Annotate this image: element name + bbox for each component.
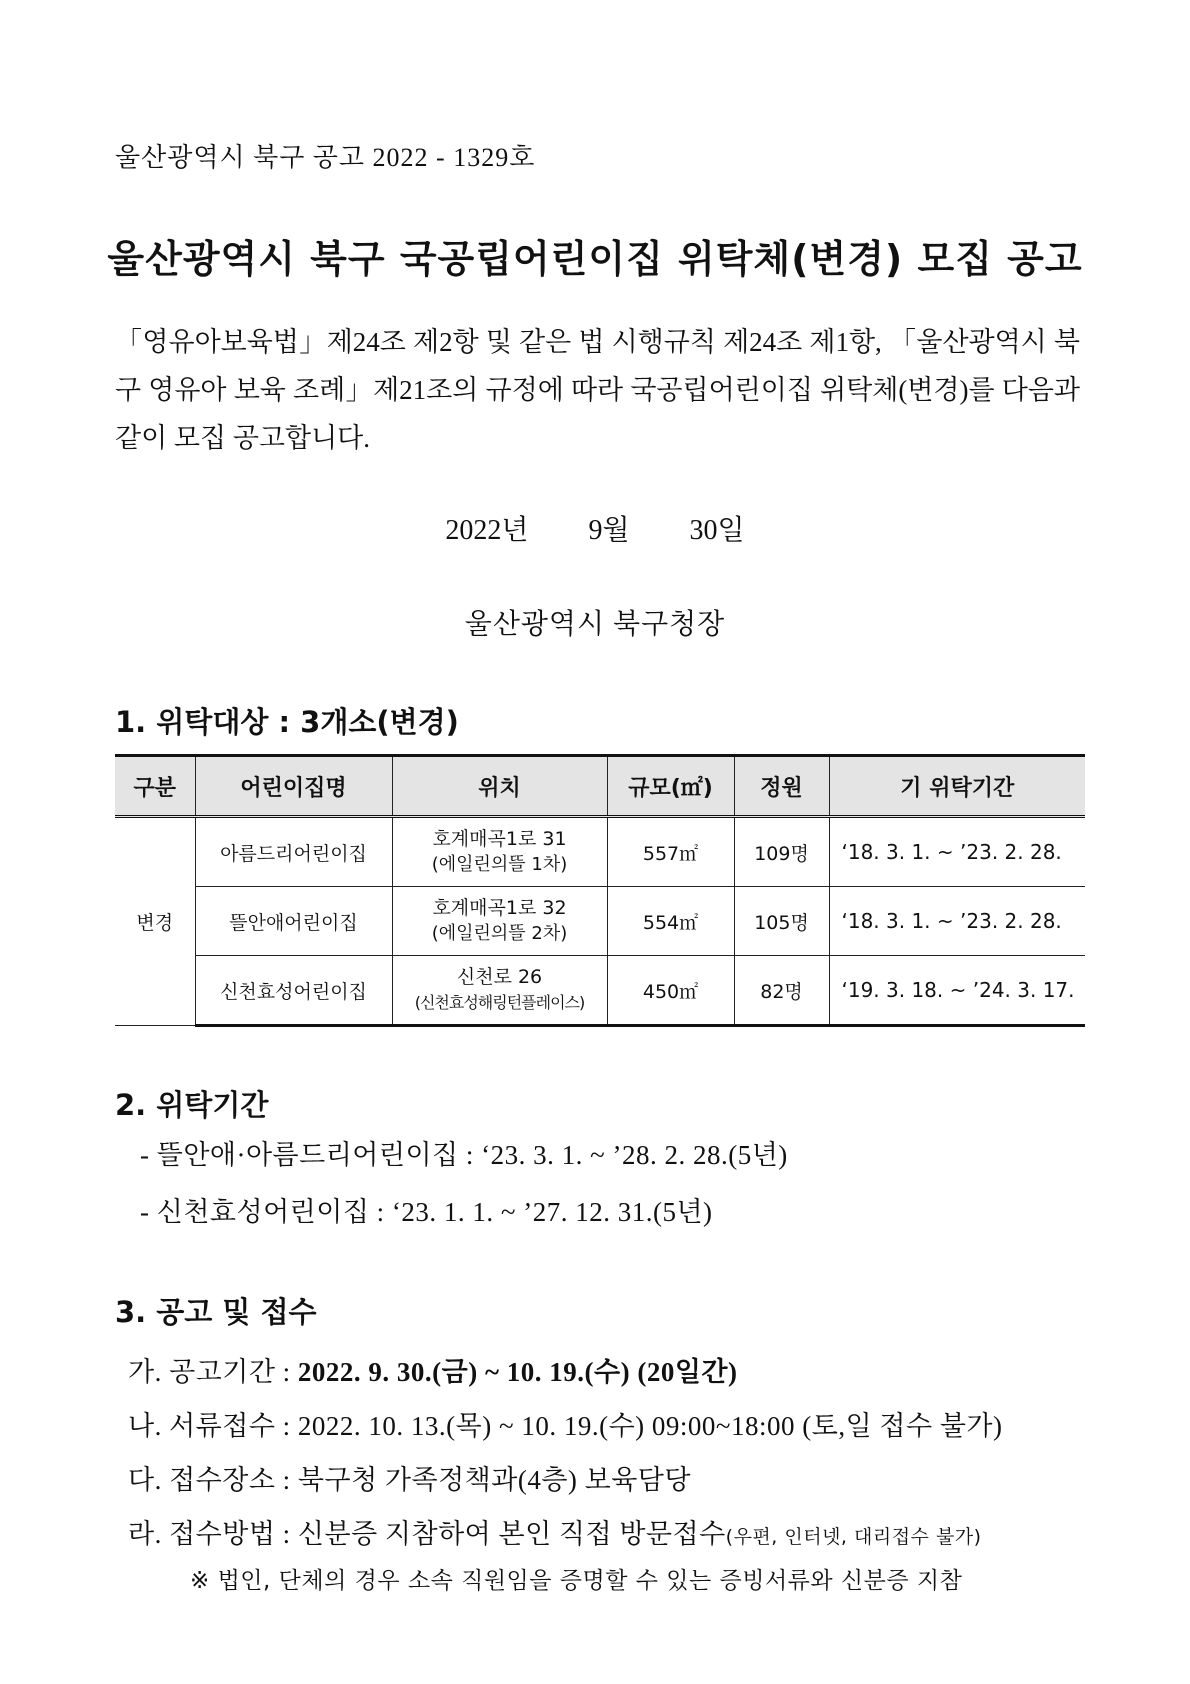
section2-heading: 2. 위탁기간 (115, 1088, 269, 1122)
submission-place-value: 북구청 가족정책과(4층) 보육담당 (297, 1465, 691, 1495)
col-header-name: 어린이집명 (195, 756, 392, 817)
category-cell: 변경 (115, 817, 195, 1026)
col-header-capacity: 정원 (734, 756, 829, 817)
previous-period: ‘18. 3. 1. ~ ’23. 2. 28. (829, 887, 1085, 956)
notice-period-value: 2022. 9. 30.(금) ~ 10. 19.(수) (20일간) (297, 1357, 738, 1387)
daycare-size: 450㎡ (607, 956, 734, 1026)
notice-number: 울산광역시 북구 공고 2022 - 1329호 (115, 143, 536, 172)
submission-place-label: 다. 접수장소 : (128, 1465, 291, 1495)
issuer: 울산광역시 북구청장 (464, 609, 726, 640)
page-title: 울산광역시 북구 국공립어린이집 위탁체(변경) 모집 공고 (107, 237, 1083, 281)
notice-period-label: 가. 공고기간 : (128, 1357, 291, 1387)
submission-method-label: 라. 접수방법 : (128, 1519, 291, 1549)
location-line1: 호계매곡1로 32 (432, 897, 567, 919)
previous-period: ‘19. 3. 18. ~ ’24. 3. 17. (829, 956, 1085, 1026)
section1-heading: 1. 위탁대상 : 3개소(변경) (115, 705, 459, 739)
date-day: 30일 (689, 515, 745, 546)
location-line2: (에일린의뜰 2차) (431, 923, 568, 944)
previous-period: ‘18. 3. 1. ~ ’23. 2. 28. (829, 817, 1085, 887)
daycare-location (392, 887, 607, 956)
location-line1: 신천로 26 (456, 966, 543, 988)
document-submission-row (128, 1404, 1003, 1443)
location-line2: (에일린의뜰 1차) (431, 854, 568, 875)
daycare-capacity: 105명 (734, 887, 829, 956)
submission-method-note: (우편, 인터넷, 대리접수 불가) (725, 1526, 982, 1548)
table-row (115, 956, 1085, 1026)
table-row (115, 817, 1085, 887)
period-line: - 뜰안애·아름드리어린이집 : ‘23. 3. 1. ~ ’28. 2. 28.(5년) (140, 1140, 788, 1170)
daycare-location (392, 817, 607, 887)
date-year: 2022년 (445, 515, 529, 546)
daycare-name: 신천효성어린이집 (195, 956, 392, 1026)
notice-period-row (128, 1350, 738, 1389)
submission-method-row (128, 1512, 982, 1551)
submission-place-row (128, 1458, 691, 1497)
location-line2: (신천효성해링턴플레이스) (414, 993, 585, 1012)
col-header-period: 기 위탁기간 (829, 756, 1085, 817)
daycare-capacity: 82명 (734, 956, 829, 1026)
table-header-row (115, 756, 1085, 817)
submission-method-value: 신분증 지참하여 본인 직접 방문접수 (297, 1519, 726, 1549)
col-header-category: 구분 (115, 756, 195, 817)
daycare-name: 뜰안애어린이집 (195, 887, 392, 956)
location-line1: 호계매곡1로 31 (432, 828, 567, 850)
col-header-location: 위치 (392, 756, 607, 817)
daycare-size: 557㎡ (607, 817, 734, 887)
date-month: 9월 (588, 515, 630, 546)
section3-heading: 3. 공고 및 접수 (115, 1295, 317, 1329)
daycare-table (115, 754, 1085, 1027)
daycare-size: 554㎡ (607, 887, 734, 956)
intro-paragraph: 「영유아보육법」제24조 제2항 및 같은 법 시행규칙 제24조 제1항, 「울산광역시 북구 영유아 보육 조례」제21조의 규정에 따라 국공립어린이집 위탁체(변경)를 다음과 같이 모집 공고합니다. (115, 327, 1080, 453)
daycare-name: 아름드리어린이집 (195, 817, 392, 887)
daycare-capacity: 109명 (734, 817, 829, 887)
period-line: - 신천효성어린이집 : ‘23. 1. 1. ~ ’27. 12. 31.(5년) (140, 1197, 713, 1227)
col-header-size: 규모(㎡) (607, 756, 734, 817)
document-submission-value: 2022. 10. 13.(목) ~ 10. 19.(수) 09:00~18:00 (토,일 접수 불가) (297, 1411, 1003, 1441)
required-documents-note: ※ 법인, 단체의 경우 소속 직원임을 증명할 수 있는 증빙서류와 신분증 지참 (190, 1568, 963, 1594)
table-row (115, 887, 1085, 956)
announcement-date (0, 508, 1190, 548)
daycare-location (392, 956, 607, 1026)
document-submission-label: 나. 서류접수 : (128, 1411, 291, 1441)
